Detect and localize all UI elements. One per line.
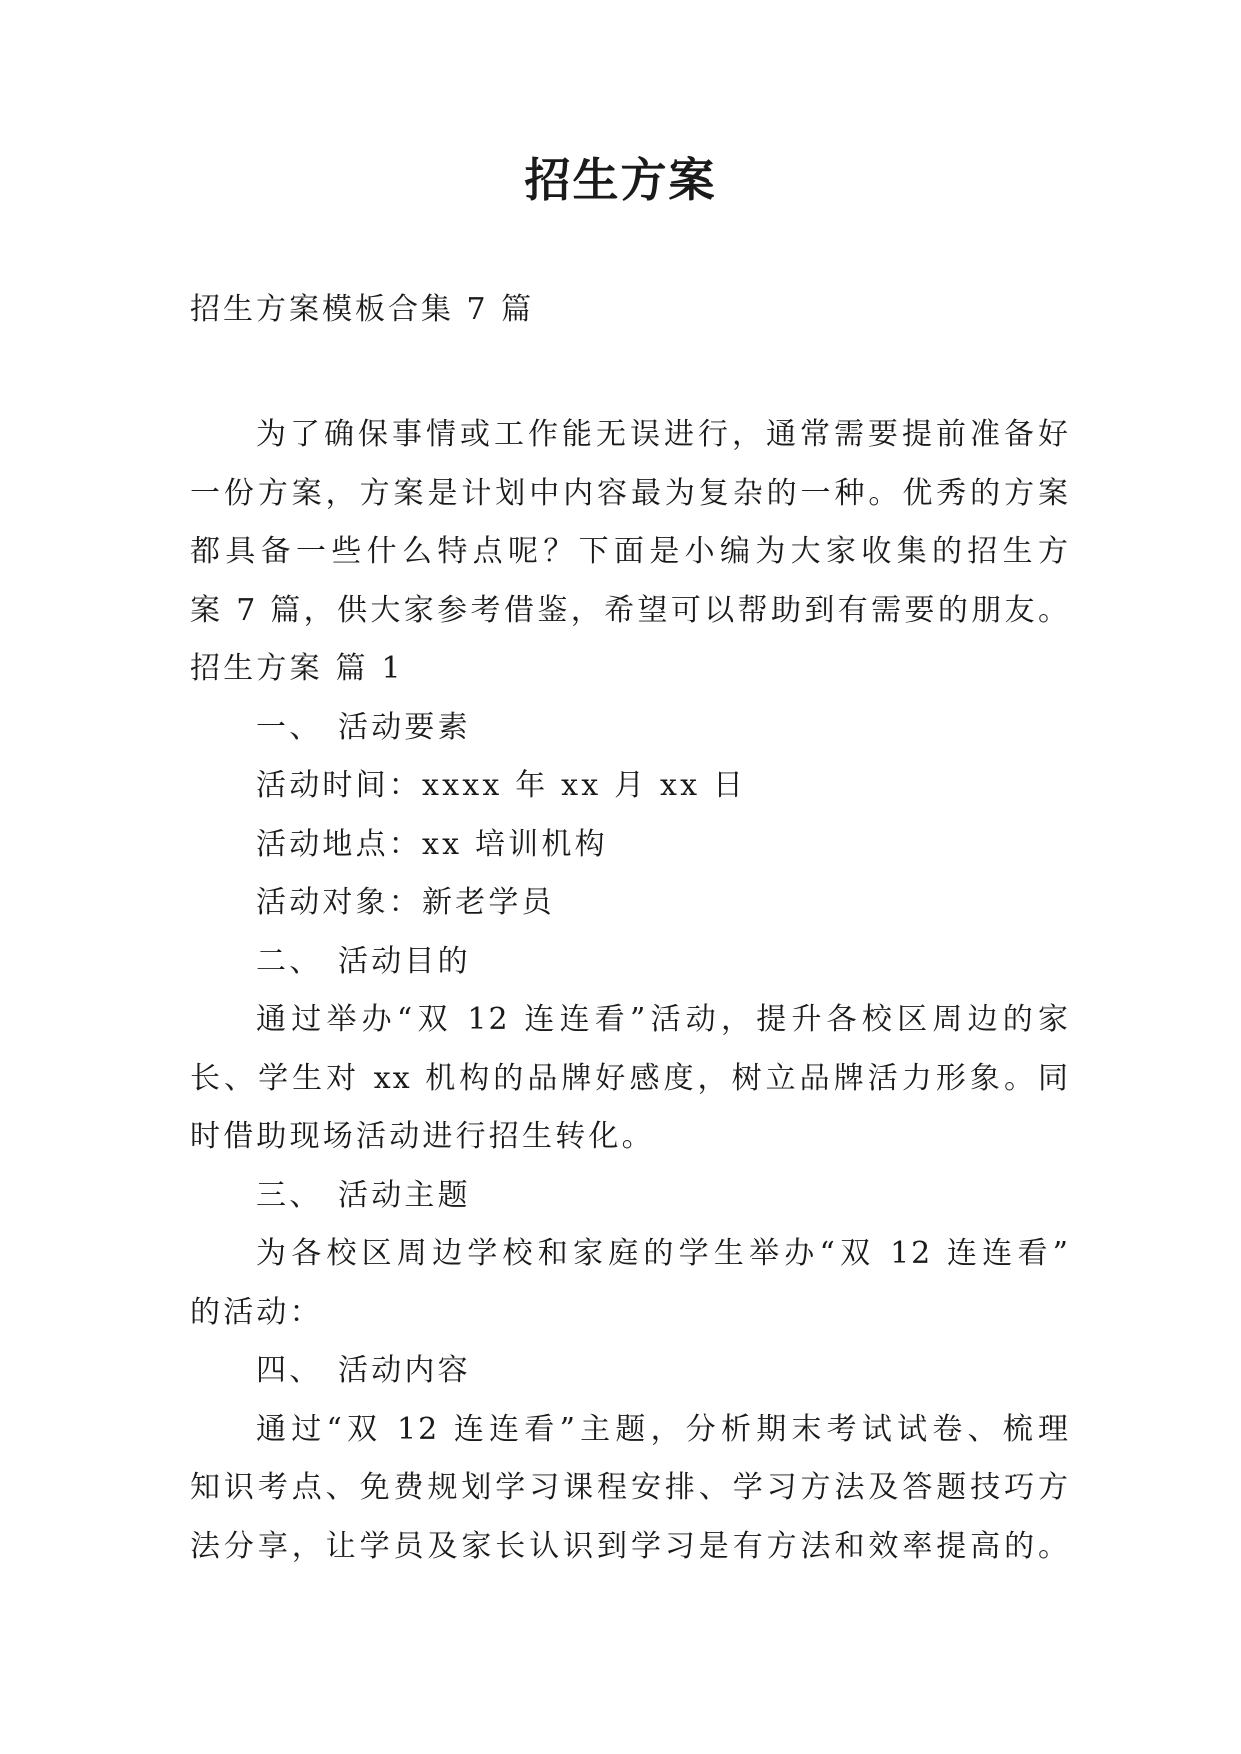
activity-time: 活动时间：xxxx 年 xx 月 xx 日 <box>256 768 747 803</box>
section-heading-2 <box>190 933 1070 992</box>
section-heading-4 <box>190 1342 1070 1401</box>
section-title: 活动内容 <box>338 1353 471 1388</box>
section-title: 活动目的 <box>338 943 471 979</box>
intro-line-2: 一份方案，方案是计划中内容最为复杂的一种。优秀的方案 <box>190 475 1070 511</box>
document-title: 招生方案 <box>524 153 717 207</box>
purpose-line-1: 通过举办“双 12 连连看”活动，提升各校区周边的家 <box>256 1002 1070 1037</box>
section-number: 三、 <box>256 1177 323 1213</box>
document-subtitle: 招生方案模板合集 7 篇 <box>190 292 535 327</box>
theme-line-2: 的活动： <box>190 1294 323 1330</box>
section-heading-1 <box>190 699 1070 758</box>
intro-line-1: 为了确保事情或工作能无误进行，通常需要提前准备好 <box>256 417 1070 452</box>
section-heading-3 <box>190 1167 1070 1226</box>
intro-line-4: 案 7 篇，供大家参考借鉴，希望可以帮助到有需要的朋友。 <box>190 592 1070 628</box>
theme-line-1: 为各校区周边学校和家庭的学生举办“双 12 连连看” <box>256 1236 1070 1271</box>
intro-line-3: 都具备一些什么特点呢？下面是小编为大家收集的招生方 <box>190 534 1070 569</box>
purpose-line-2: 长、学生对 xx 机构的品牌好感度，树立品牌活力形象。同 <box>190 1060 1070 1096</box>
content-line-2: 知识考点、免费规划学习课程安排、学习方法及答题技巧方 <box>190 1470 1070 1505</box>
chapter-heading: 招生方案 篇 1 <box>190 651 404 686</box>
section-number: 四、 <box>256 1353 323 1388</box>
content-line-1: 通过“双 12 连连看”主题，分析期末考试试卷、梳理 <box>256 1411 1070 1447</box>
activity-target: 活动对象：新老学员 <box>256 885 555 920</box>
section-title: 活动要素 <box>338 709 471 745</box>
activity-location: 活动地点：xx 培训机构 <box>256 826 608 862</box>
content-line-3: 法分享，让学员及家长认识到学习是有方法和效率提高的。 <box>190 1528 1070 1564</box>
section-number: 一、 <box>256 709 323 745</box>
section-number: 二、 <box>256 943 323 979</box>
section-title: 活动主题 <box>338 1177 471 1213</box>
purpose-line-3: 时借助现场活动进行招生转化。 <box>190 1119 655 1154</box>
document-body <box>190 406 1070 1576</box>
